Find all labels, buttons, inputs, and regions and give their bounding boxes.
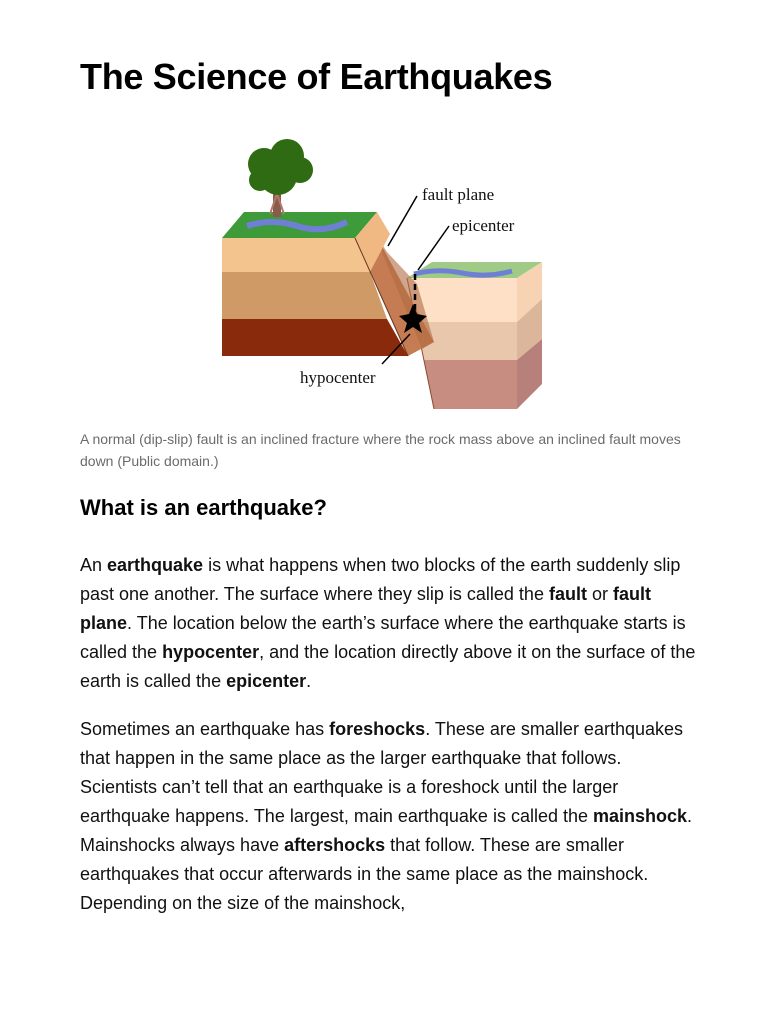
text-run: . The location below the earth’s surface where the earthquake starts is called the bbox=[80, 613, 686, 662]
tree-icon bbox=[248, 139, 313, 217]
text-run: . Mainshocks always have bbox=[80, 806, 693, 855]
term-earthquake: earthquake bbox=[107, 555, 204, 575]
term-mainshock: mainshock bbox=[593, 806, 688, 826]
text-run: that follow. These are smaller earthquakes that occur afterwards in the same place as the mainshock. Depending on the size of the mainshock, bbox=[80, 835, 649, 913]
text-run: or bbox=[586, 584, 613, 604]
text-run: . These are smaller earthquakes that happen in the same place as the larger earthquake that follows. Scientists can’t tell that an earthquake is a foreshock until the larger earthquake happens. The largest, main earthquake is called the bbox=[80, 719, 684, 826]
section-heading: What is an earthquake? bbox=[80, 495, 327, 520]
text-run: , and the location directly above it on the surface of the earth is called the bbox=[80, 642, 696, 691]
paragraph-1 bbox=[80, 551, 700, 696]
fault-diagram bbox=[212, 134, 557, 416]
term-fault: fault bbox=[548, 584, 587, 604]
page-title: The Science of Earthquakes bbox=[80, 56, 553, 97]
term-hypocenter: hypocenter bbox=[162, 642, 260, 662]
term-aftershocks: aftershocks bbox=[284, 835, 386, 855]
text-run: An bbox=[80, 555, 108, 575]
figure-caption: A normal (dip-slip) fault is an inclined fracture where the rock mass above an inclined fault moves down (Public domain.) bbox=[80, 431, 681, 469]
text-run: Sometimes an earthquake has bbox=[80, 719, 330, 739]
term-fault-plane: fault plane bbox=[80, 584, 651, 633]
term-foreshocks: foreshocks bbox=[329, 719, 426, 739]
text-run: is what happens when two blocks of the earth suddenly slip past one another. The surface where they slip is called the bbox=[80, 555, 681, 604]
text-run: . bbox=[306, 671, 312, 691]
term-epicenter: epicenter bbox=[226, 671, 307, 691]
label-epicenter: epicenter bbox=[452, 216, 515, 235]
paragraph-2 bbox=[80, 715, 700, 918]
label-hypocenter: hypocenter bbox=[300, 368, 376, 387]
label-fault-plane: fault plane bbox=[422, 185, 495, 204]
